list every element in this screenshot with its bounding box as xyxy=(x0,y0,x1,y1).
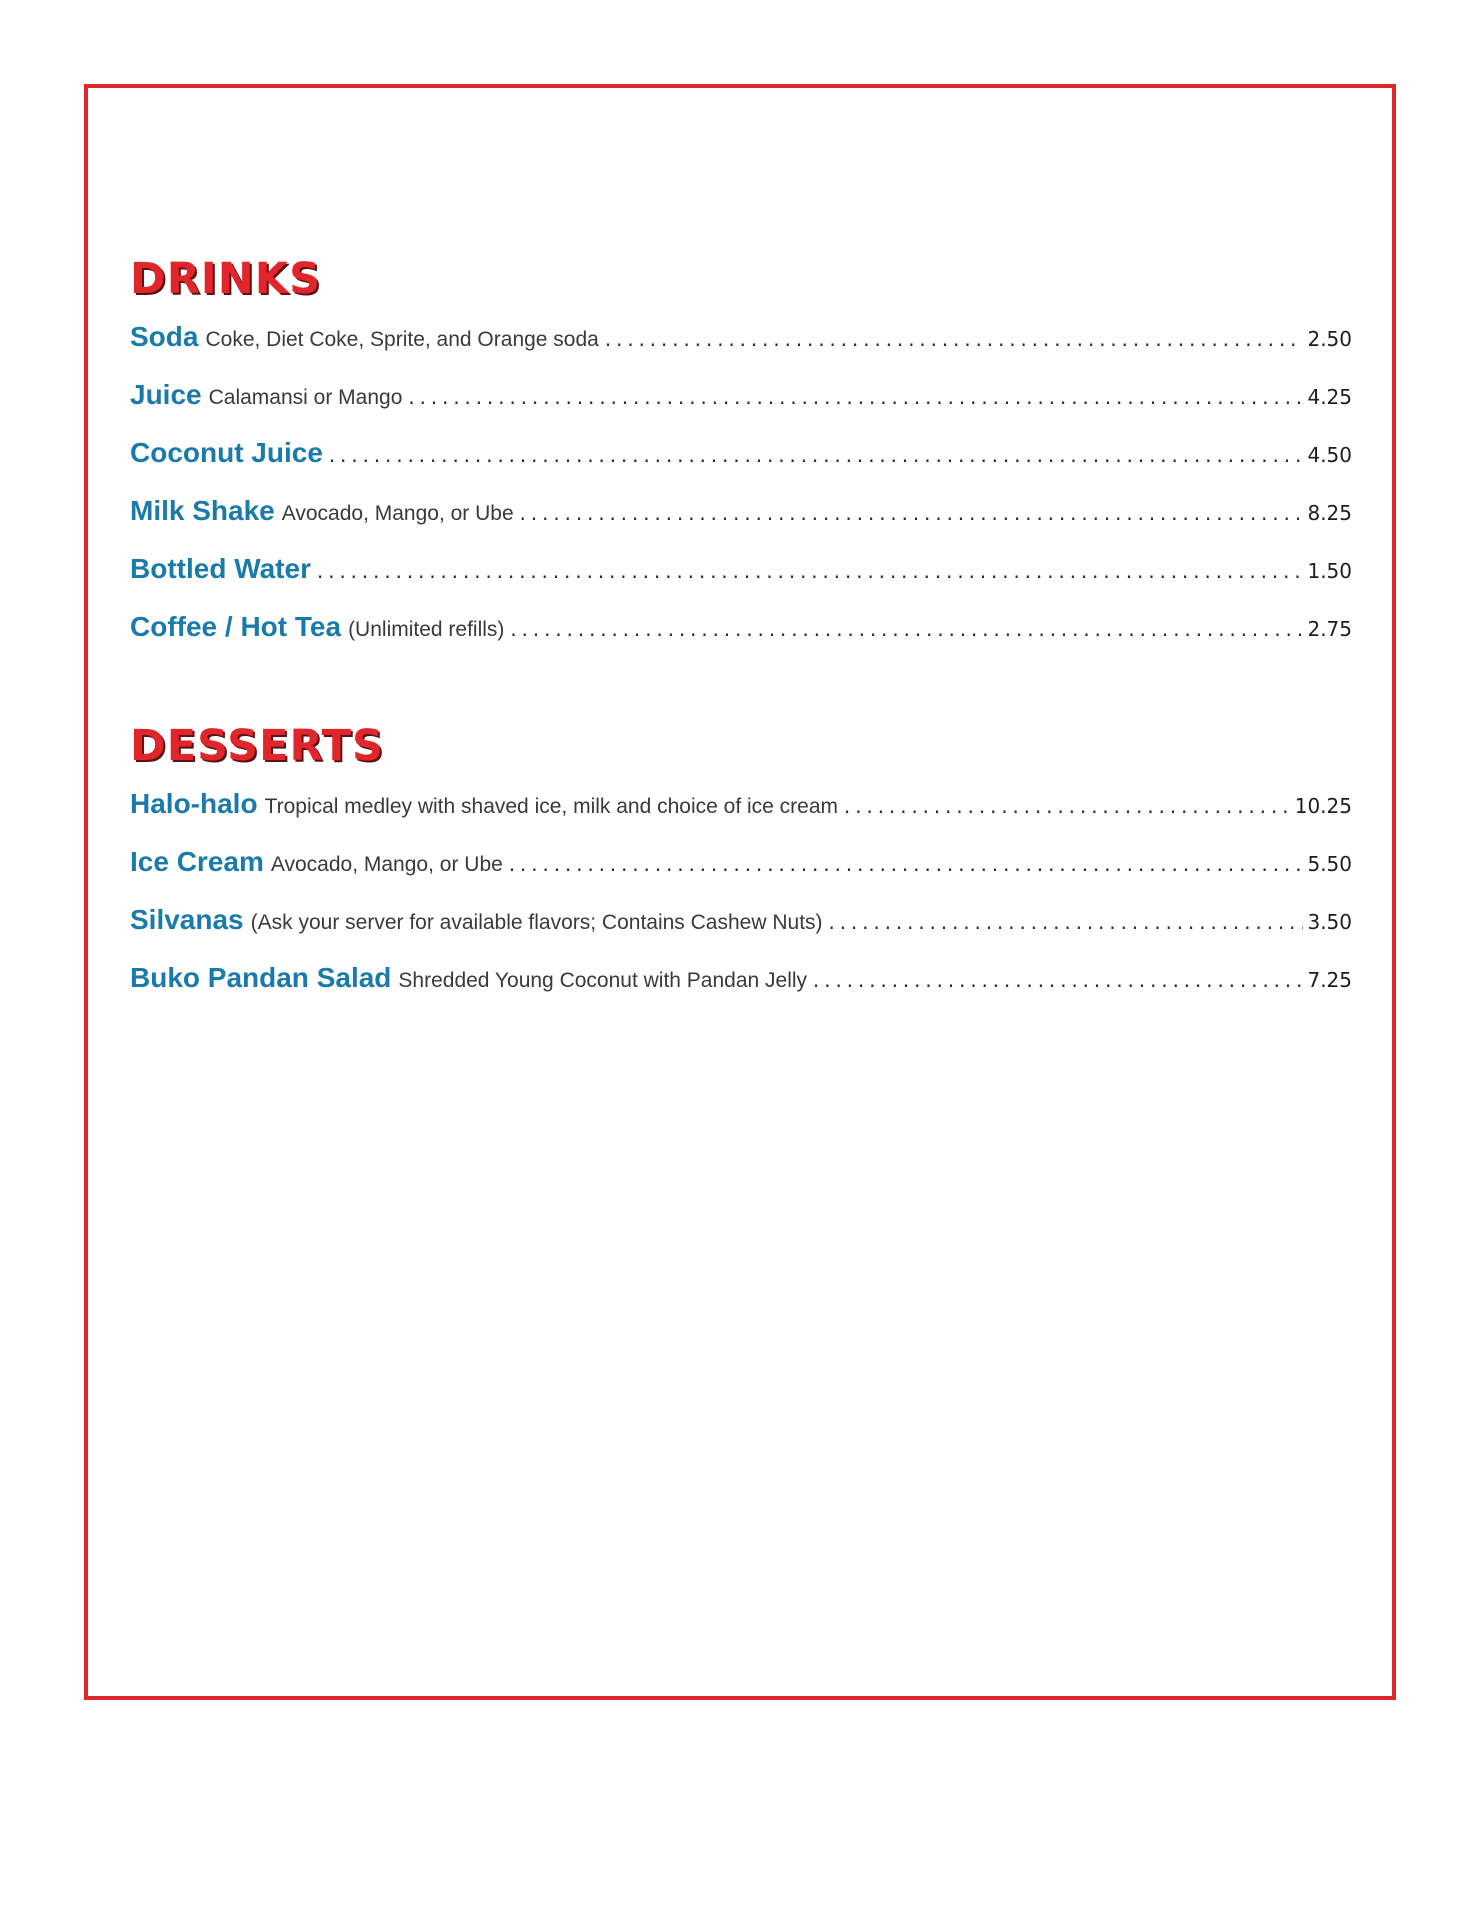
dot-leader xyxy=(827,914,1304,934)
item-name: Coffee / Hot Tea xyxy=(130,611,342,642)
item-name: Juice xyxy=(130,379,202,410)
drinks-list xyxy=(130,321,1352,669)
menu-item-halo-halo xyxy=(130,788,1352,846)
item-description: (Ask your server for available flavors; Contains Cashew Nuts) xyxy=(250,911,823,934)
menu-item-juice xyxy=(130,379,1352,437)
item-price: 2.50 xyxy=(1307,327,1352,351)
dot-leader xyxy=(406,389,1303,409)
dot-leader xyxy=(603,331,1304,351)
item-price: 2.75 xyxy=(1307,617,1352,641)
item-name: Soda xyxy=(130,321,199,352)
desserts-heading: DESSERTS xyxy=(130,721,384,771)
item-name: Silvanas xyxy=(130,904,244,935)
dot-leader xyxy=(518,505,1304,525)
drinks-heading: DRINKS xyxy=(130,254,322,304)
item-description: Avocado, Mango, or Ube xyxy=(270,853,503,876)
item-name: Milk Shake xyxy=(130,495,275,526)
desserts-list xyxy=(130,788,1352,1020)
dot-leader xyxy=(811,972,1303,992)
item-price: 5.50 xyxy=(1307,852,1352,876)
dot-leader xyxy=(507,856,1304,876)
item-price: 10.25 xyxy=(1294,794,1352,818)
menu-item-silvanas xyxy=(130,904,1352,962)
item-name: Buko Pandan Salad xyxy=(130,962,392,993)
dot-leader xyxy=(315,563,1304,583)
dot-leader xyxy=(842,798,1291,818)
item-description: (Unlimited refills) xyxy=(348,618,505,641)
item-description: Coke, Diet Coke, Sprite, and Orange soda xyxy=(205,328,599,351)
item-description: Shredded Young Coconut with Pandan Jelly xyxy=(398,969,808,992)
desserts-section xyxy=(130,721,1352,1020)
item-price: 4.50 xyxy=(1307,443,1352,467)
item-price: 4.25 xyxy=(1307,385,1352,409)
menu-item-buko-pandan-salad xyxy=(130,962,1352,1020)
item-name: Coconut Juice xyxy=(130,437,323,468)
item-name: Bottled Water xyxy=(130,553,311,584)
item-price: 3.50 xyxy=(1307,910,1352,934)
item-name: Ice Cream xyxy=(130,846,264,877)
item-name: Halo-halo xyxy=(130,788,258,819)
menu-item-coffee-hot-tea xyxy=(130,611,1352,669)
dot-leader xyxy=(508,621,1303,641)
menu-item-soda xyxy=(130,321,1352,379)
item-price: 7.25 xyxy=(1307,968,1352,992)
item-description: Avocado, Mango, or Ube xyxy=(281,502,514,525)
menu-item-milk-shake xyxy=(130,495,1352,553)
item-description: Tropical medley with shaved ice, milk and choice of ice cream xyxy=(264,795,839,818)
menu-item-bottled-water xyxy=(130,553,1352,611)
item-description: Calamansi or Mango xyxy=(208,386,403,409)
menu-item-coconut-juice xyxy=(130,437,1352,495)
item-price: 8.25 xyxy=(1307,501,1352,525)
menu-item-ice-cream xyxy=(130,846,1352,904)
drinks-section xyxy=(130,254,1352,669)
item-price: 1.50 xyxy=(1307,559,1352,583)
dot-leader xyxy=(327,447,1304,467)
